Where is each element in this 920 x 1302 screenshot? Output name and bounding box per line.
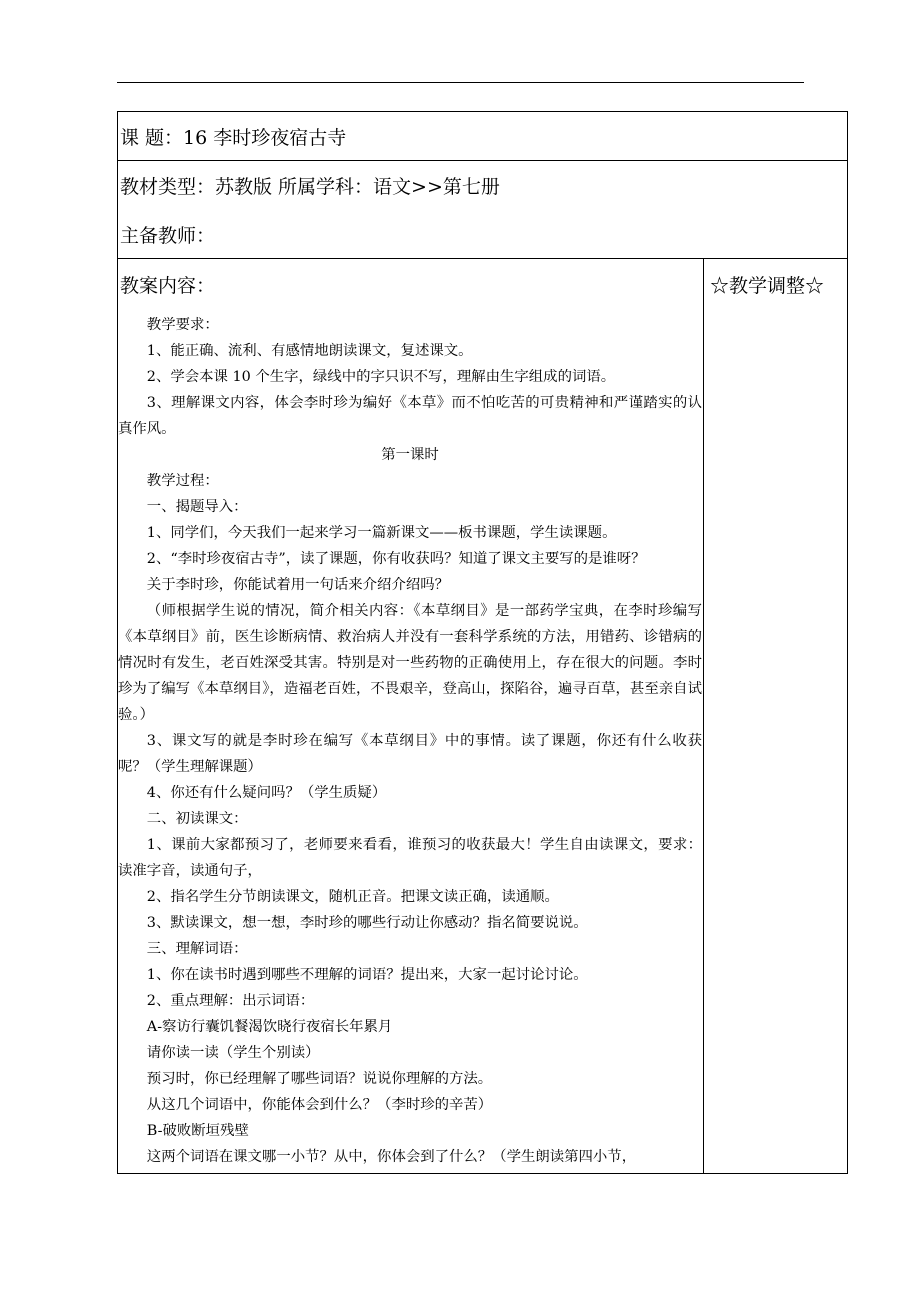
section-title: 一、揭题导入： <box>146 499 248 515</box>
section-title: 二、初读课文： <box>146 811 248 827</box>
paragraph: 3、默读课文，想一想，李时珍的哪些行动让你感动？指名简要说说。 <box>146 915 588 931</box>
paragraph: 2、“李时珍夜宿古寺”，读了课题，你有收获吗？知道了课文主要写的是谁呀？ <box>146 551 646 567</box>
paragraph: 1、你在读书时遇到哪些不理解的词语？提出来，大家一起讨论讨论。 <box>146 967 588 983</box>
paragraph: 这两个词语在课文哪一小节？从中，你体会到了什么？（学生朗读第四小节， <box>146 1149 637 1165</box>
material-info: 教材类型：苏教版 所属学科：语文>>第七册 <box>120 176 500 198</box>
paragraph: 2、重点理解：出示词语： <box>146 993 315 1009</box>
paragraph: 关于李时珍，你能试着用一句话来介绍介绍吗？ <box>146 577 450 593</box>
paragraph: 请你读一读（学生个别读） <box>146 1045 320 1061</box>
goals-label: 教学要求： <box>146 317 219 333</box>
row-divider-header <box>117 258 848 259</box>
vocabulary-group: B-破败断垣残壁 <box>146 1123 249 1139</box>
paragraph: 1、同学们，今天我们一起来学习一篇新课文——板书课题，学生读课题。 <box>146 525 617 541</box>
process-label: 教学过程： <box>146 473 219 489</box>
vocabulary-group: A-察访行囊饥餐渴饮晓行夜宿长年累月 <box>146 1019 393 1035</box>
paragraph: 从这几个词语中，你能体会到什么？（李时珍的辛苦） <box>146 1097 493 1113</box>
preparing-teacher: 主备教师： <box>120 225 216 247</box>
goal-item: 3、理解课文内容，体会李时珍为编好《本草》而不怕吃苦的可贵精神和严谨踏实的认真作风。 <box>118 395 702 437</box>
paragraph: 1、课前大家都预习了，老师要来看看，谁预习的收获最大！学生自由读课文，要求：读准字音，读通句子， <box>118 837 702 879</box>
section-title: 三、理解词语： <box>146 941 248 957</box>
paragraph: 预习时，你已经理解了哪些词语？说说你理解的方法。 <box>146 1071 493 1087</box>
paragraph: 2、指名学生分节朗读课文，随机正音。把课文读正确，读通顺。 <box>146 889 559 905</box>
plan-content-heading: 教案内容： <box>120 275 216 297</box>
column-divider <box>703 258 704 1174</box>
lesson-period-title: 第一课时 <box>381 447 439 463</box>
goal-item: 1、能正确、流利、有感情地朗读课文，复述课文。 <box>146 343 473 359</box>
paragraph: 4、你还有什么疑问吗？（学生质疑） <box>146 785 387 801</box>
lesson-title: 课 题：16 李时珍夜宿古寺 <box>120 127 347 149</box>
top-rule <box>117 82 804 83</box>
goal-item: 2、学会本课 10 个生字，绿线中的字只识不写，理解由生字组成的词语。 <box>146 369 616 385</box>
row-divider-title <box>117 160 848 161</box>
lesson-plan-body <box>118 312 702 1170</box>
paragraph: （师根据学生说的情况，简介相关内容：《本草纲目》是一部药学宝典，在李时珍编写《本草纲目》前，医生诊断病情、救治病人并没有一套科学系统的方法，用错药、诊错病的情况时有发生，老百姓深受其害。特别是对一些药物的正确使用上，存在很大的问题。李时珍为了编写《本草纲目》，造福老百姓，不畏艰辛，登高山，探陷谷，遍寻百草，甚至亲自试验。） <box>118 603 702 723</box>
teaching-adjustment-heading: ☆教学调整☆ <box>710 275 825 297</box>
paragraph: 3、课文写的就是李时珍在编写《本草纲目》中的事情。读了课题，你还有什么收获呢？（学生理解课题） <box>118 733 702 775</box>
